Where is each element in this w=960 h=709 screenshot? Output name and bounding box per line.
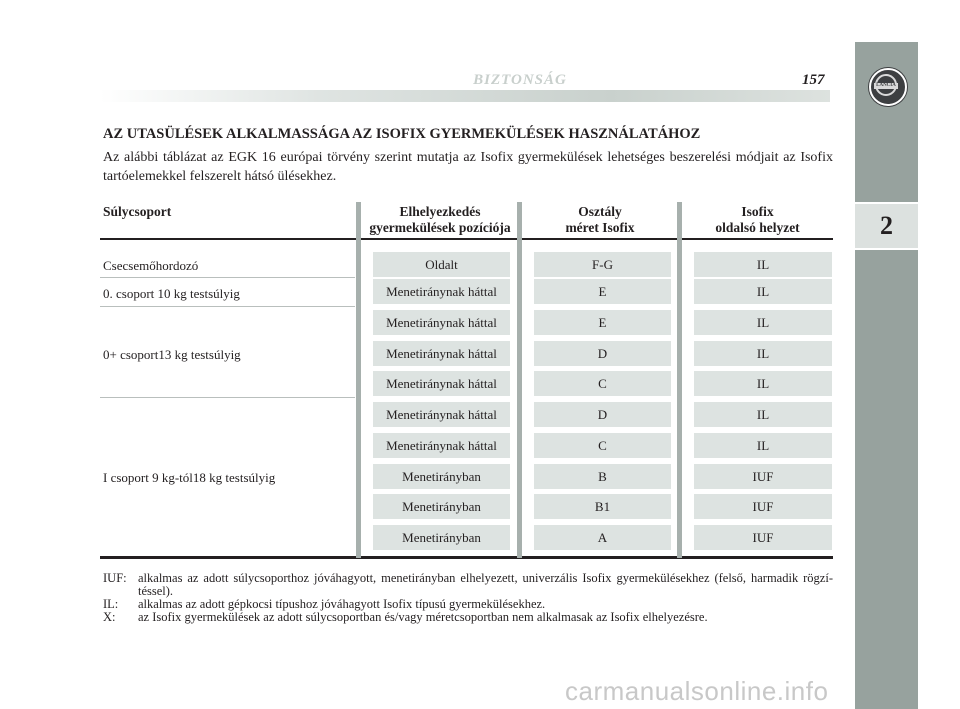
class-cell: E	[534, 310, 671, 335]
class-cell: F-G	[534, 252, 671, 277]
column-separator	[677, 202, 682, 558]
header-position-line1: Elhelyezkedés	[399, 204, 481, 219]
group-label: I csoport 9 kg-tól18 kg testsúlyig	[103, 470, 276, 485]
header-isofix	[680, 204, 835, 236]
isofix-cell: IUF	[694, 464, 832, 489]
isofix-cell: IL	[694, 279, 832, 304]
isofix-cell: IUF	[694, 525, 832, 550]
position-cell: Menetirányban	[373, 464, 510, 489]
isofix-cell: IL	[694, 252, 832, 277]
isofix-cell: IL	[694, 433, 832, 458]
section-title: AZ UTASÜLÉSEK ALKALMASSÁGA AZ ISOFIX GYERMEKÜLÉSEK HASZNÁLATÁHOZ	[103, 126, 701, 142]
isofix-cell: IL	[694, 310, 832, 335]
group-divider	[100, 306, 355, 307]
header-isofix-line1: Isofix	[741, 204, 774, 219]
chapter-tab[interactable]: 2	[855, 202, 918, 250]
position-cell: Menetiránynak háttal	[373, 371, 510, 396]
note-key: X:	[103, 610, 116, 624]
position-cell: Menetiránynak háttal	[373, 310, 510, 335]
position-cell: Menetiránynak háttal	[373, 402, 510, 427]
note-item	[103, 572, 833, 598]
header-rule	[100, 90, 830, 102]
header-class-line1: Osztály	[578, 204, 622, 219]
position-cell: Menetiránynak háttal	[373, 279, 510, 304]
group-divider	[100, 397, 355, 398]
intro-paragraph: Az alábbi táblázat az EGK 16 európai törvény szerint mutatja az Isofix gyermekülések lehetséges beszerelési módjait az Isofix tartóelemekkel felszerelt hátsó ülésekhez.	[103, 150, 833, 184]
table-notes	[103, 572, 833, 624]
group-divider	[100, 277, 355, 278]
table-bottom-rule	[100, 556, 833, 559]
position-cell: Oldalt	[373, 252, 510, 277]
note-key: IL:	[103, 597, 119, 611]
class-cell: D	[534, 341, 671, 366]
header-position	[360, 204, 520, 236]
note-text: alkalmas az adott gépkocsi típushoz jóváhagyott Isofix típusú gyermekülésekhez.	[138, 597, 546, 611]
note-item	[103, 611, 833, 624]
header-isofix-line2: oldalsó helyzet	[715, 220, 800, 235]
header-weight-group: Súlycsoport	[103, 204, 172, 219]
note-key: IUF:	[103, 571, 127, 585]
position-cell: Menetiránynak háttal	[373, 433, 510, 458]
position-cell: Menetirányban	[373, 494, 510, 519]
watermark: carmanualsonline.info	[565, 676, 829, 706]
group-label: 0+ csoport13 kg testsúlyig	[103, 347, 241, 362]
isofix-cell: IL	[694, 341, 832, 366]
isofix-cell: IUF	[694, 494, 832, 519]
class-cell: C	[534, 433, 671, 458]
class-cell: C	[534, 371, 671, 396]
page-number: 157	[802, 72, 825, 88]
chapter-sidebar	[855, 42, 918, 709]
note-text: alkalmas az adott súlycsoporthoz jóváhagyott, menetirányban elhelyezett, univerzális Isofix gyermekülésekhez (felső, harmadik rögzí-téssel).	[138, 571, 833, 598]
class-cell: A	[534, 525, 671, 550]
logo-text: LANCIA	[876, 83, 896, 88]
header-position-line2: gyermekülések pozíciója	[369, 220, 511, 235]
table-header-rule	[100, 238, 833, 240]
class-cell: B	[534, 464, 671, 489]
position-cell: Menetiránynak háttal	[373, 341, 510, 366]
note-text: az Isofix gyermekülések az adott súlycsoportban és/vagy méretcsoportban nem alkalmasak az Isofix elhelyezésre.	[138, 610, 708, 624]
group-label: Csecsemőhordozó	[103, 258, 199, 273]
isofix-cell: IL	[694, 402, 832, 427]
position-cell: Menetirányban	[373, 525, 510, 550]
lancia-logo-icon	[869, 68, 907, 106]
isofix-cell: IL	[694, 371, 832, 396]
class-cell: D	[534, 402, 671, 427]
header-class	[520, 204, 680, 236]
header-class-line2: méret Isofix	[565, 220, 635, 235]
class-cell: E	[534, 279, 671, 304]
header-title: BIZTONSÁG	[473, 72, 567, 88]
group-label: 0. csoport 10 kg testsúlyig	[103, 286, 240, 301]
column-separator	[517, 202, 522, 558]
column-separator	[356, 202, 361, 558]
class-cell: B1	[534, 494, 671, 519]
